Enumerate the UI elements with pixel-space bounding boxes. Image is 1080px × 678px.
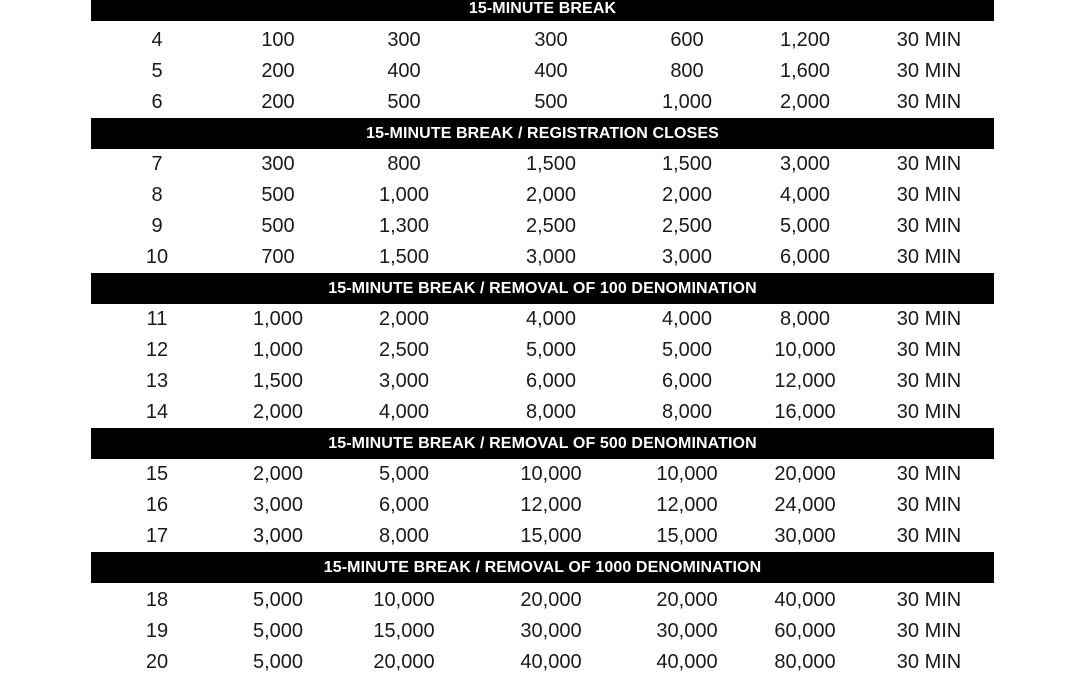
value-cell: 1,600 [779, 60, 831, 82]
value-cell: 1,500 [661, 153, 713, 175]
table-row [91, 180, 994, 211]
break-banner: 15-MINUTE BREAK / REMOVAL OF 500 DENOMINATION [91, 428, 994, 459]
value-cell: 2,000 [661, 184, 713, 206]
value-cell: 6,000 [525, 370, 577, 392]
duration-cell: 30 MIN [896, 401, 962, 423]
value-cell: 12,000 [774, 370, 836, 392]
value-cell: 400 [387, 60, 421, 82]
level-cell: 10 [145, 246, 169, 268]
value-cell: 8,000 [525, 401, 577, 423]
duration-cell: 30 MIN [896, 91, 962, 113]
value-cell: 30,000 [520, 620, 582, 642]
value-cell: 5,000 [252, 589, 304, 611]
value-cell: 6,000 [378, 494, 430, 516]
table-row [91, 366, 994, 397]
level-cell: 14 [145, 401, 169, 423]
duration-cell: 30 MIN [896, 308, 962, 330]
table-row [91, 616, 994, 647]
break-banner: 15-MINUTE BREAK / REGISTRATION CLOSES [91, 118, 994, 149]
value-cell: 300 [261, 153, 295, 175]
value-cell: 5,000 [779, 215, 831, 237]
level-cell: 11 [146, 308, 168, 330]
value-cell: 1,000 [378, 184, 430, 206]
level-cell: 13 [145, 370, 169, 392]
value-cell: 500 [261, 215, 295, 237]
duration-cell: 30 MIN [896, 339, 962, 361]
value-cell: 12,000 [520, 494, 582, 516]
duration-cell: 30 MIN [896, 651, 962, 673]
duration-cell: 30 MIN [896, 494, 962, 516]
table-row [91, 56, 994, 87]
value-cell: 3,000 [252, 525, 304, 547]
value-cell: 15,000 [520, 525, 582, 547]
level-cell: 8 [151, 184, 163, 206]
value-cell: 5,000 [378, 463, 430, 485]
table-row [91, 335, 994, 366]
table-row [91, 585, 994, 616]
level-cell: 6 [151, 91, 163, 113]
duration-cell: 30 MIN [896, 620, 962, 642]
value-cell: 40,000 [656, 651, 718, 673]
table-row [91, 304, 994, 335]
value-cell: 2,500 [378, 339, 430, 361]
table-row [91, 397, 994, 428]
value-cell: 10,000 [656, 463, 718, 485]
level-cell: 18 [145, 589, 169, 611]
duration-cell: 30 MIN [896, 370, 962, 392]
value-cell: 5,000 [661, 339, 713, 361]
value-cell: 1,500 [378, 246, 430, 268]
value-cell: 400 [534, 60, 568, 82]
value-cell: 1,300 [378, 215, 430, 237]
table-row [91, 647, 994, 678]
value-cell: 200 [261, 91, 295, 113]
value-cell: 16,000 [774, 401, 836, 423]
value-cell: 5,000 [525, 339, 577, 361]
value-cell: 5,000 [252, 651, 304, 673]
value-cell: 80,000 [774, 651, 836, 673]
level-cell: 5 [151, 60, 163, 82]
table-row [91, 87, 994, 118]
level-cell: 15 [145, 463, 169, 485]
level-group [91, 25, 994, 118]
level-cell: 4 [151, 29, 163, 51]
level-group [91, 585, 994, 678]
value-cell: 500 [534, 91, 568, 113]
level-group [91, 149, 994, 273]
level-cell: 19 [145, 620, 169, 642]
value-cell: 20,000 [520, 589, 582, 611]
value-cell: 6,000 [779, 246, 831, 268]
value-cell: 60,000 [774, 620, 836, 642]
value-cell: 700 [261, 246, 295, 268]
value-cell: 4,000 [378, 401, 430, 423]
value-cell: 1,200 [779, 29, 831, 51]
duration-cell: 30 MIN [896, 463, 962, 485]
duration-cell: 30 MIN [896, 246, 962, 268]
value-cell: 8,000 [779, 308, 831, 330]
value-cell: 2,000 [378, 308, 430, 330]
duration-cell: 30 MIN [896, 215, 962, 237]
duration-cell: 30 MIN [896, 60, 962, 82]
table-row [91, 25, 994, 56]
value-cell: 10,000 [520, 463, 582, 485]
value-cell: 10,000 [774, 339, 836, 361]
value-cell: 600 [670, 29, 704, 51]
value-cell: 3,000 [252, 494, 304, 516]
value-cell: 500 [261, 184, 295, 206]
table-row [91, 149, 994, 180]
value-cell: 5,000 [252, 620, 304, 642]
value-cell: 8,000 [378, 525, 430, 547]
value-cell: 4,000 [525, 308, 577, 330]
value-cell: 2,000 [779, 91, 831, 113]
value-cell: 15,000 [373, 620, 435, 642]
value-cell: 3,000 [661, 246, 713, 268]
table-row [91, 459, 994, 490]
break-banner: 15-MINUTE BREAK / REMOVAL OF 100 DENOMINATION [91, 273, 994, 304]
break-banner: 15-MINUTE BREAK / REMOVAL OF 1000 DENOMINATION [91, 552, 994, 583]
value-cell: 1,500 [252, 370, 304, 392]
blind-level-schedule [91, 0, 994, 678]
value-cell: 500 [387, 91, 421, 113]
value-cell: 15,000 [656, 525, 718, 547]
value-cell: 800 [387, 153, 421, 175]
duration-cell: 30 MIN [896, 153, 962, 175]
value-cell: 3,000 [378, 370, 430, 392]
table-row [91, 490, 994, 521]
value-cell: 2,000 [252, 463, 304, 485]
value-cell: 40,000 [520, 651, 582, 673]
value-cell: 800 [670, 60, 704, 82]
value-cell: 1,000 [252, 308, 304, 330]
value-cell: 6,000 [661, 370, 713, 392]
value-cell: 300 [534, 29, 568, 51]
table-row [91, 211, 994, 242]
value-cell: 2,000 [252, 401, 304, 423]
table-row [91, 242, 994, 273]
value-cell: 20,000 [656, 589, 718, 611]
value-cell: 300 [387, 29, 421, 51]
duration-cell: 30 MIN [896, 29, 962, 51]
value-cell: 3,000 [779, 153, 831, 175]
duration-cell: 30 MIN [896, 525, 962, 547]
value-cell: 200 [261, 60, 295, 82]
value-cell: 100 [261, 29, 295, 51]
level-cell: 20 [145, 651, 169, 673]
level-cell: 7 [151, 153, 163, 175]
level-cell: 9 [151, 215, 163, 237]
level-group [91, 459, 994, 552]
value-cell: 20,000 [373, 651, 435, 673]
break-banner: 15-MINUTE BREAK [91, 0, 994, 21]
value-cell: 30,000 [774, 525, 836, 547]
value-cell: 8,000 [661, 401, 713, 423]
level-cell: 16 [145, 494, 169, 516]
level-cell: 17 [145, 525, 169, 547]
value-cell: 40,000 [774, 589, 836, 611]
value-cell: 2,000 [525, 184, 577, 206]
table-row [91, 521, 994, 552]
level-cell: 12 [145, 339, 169, 361]
level-group [91, 304, 994, 428]
value-cell: 30,000 [656, 620, 718, 642]
duration-cell: 30 MIN [896, 184, 962, 206]
value-cell: 1,500 [525, 153, 577, 175]
value-cell: 12,000 [656, 494, 718, 516]
value-cell: 4,000 [779, 184, 831, 206]
value-cell: 3,000 [525, 246, 577, 268]
value-cell: 1,000 [661, 91, 713, 113]
value-cell: 2,500 [661, 215, 713, 237]
value-cell: 1,000 [252, 339, 304, 361]
value-cell: 10,000 [373, 589, 435, 611]
value-cell: 24,000 [774, 494, 836, 516]
value-cell: 2,500 [525, 215, 577, 237]
value-cell: 20,000 [774, 463, 836, 485]
duration-cell: 30 MIN [896, 589, 962, 611]
value-cell: 4,000 [661, 308, 713, 330]
